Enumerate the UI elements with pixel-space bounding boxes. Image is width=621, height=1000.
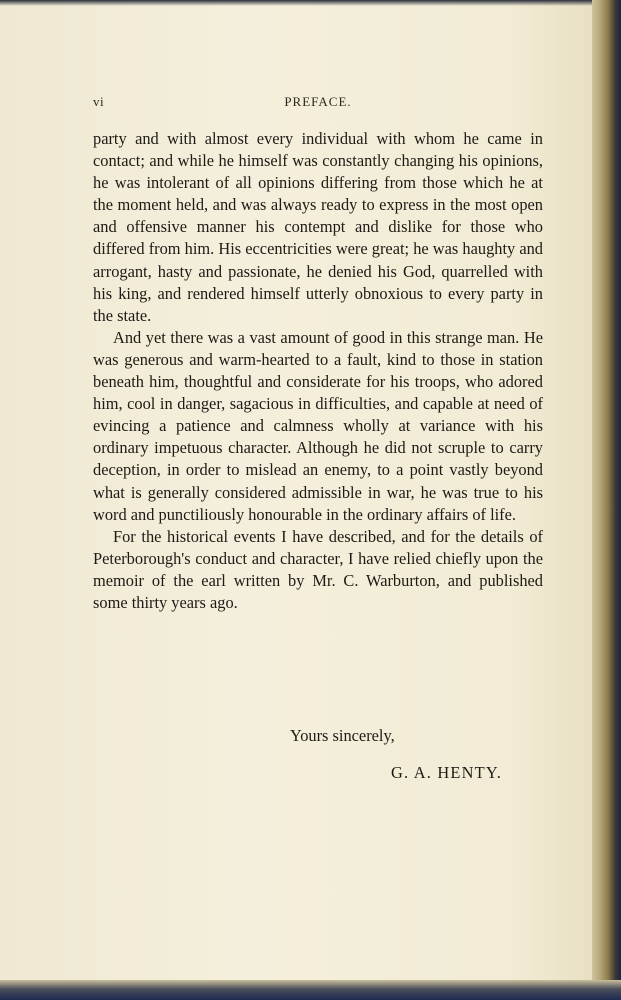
page-top-shadow xyxy=(0,0,598,6)
paragraph-3: For the historical events I have described, and for the details of Peterborough's conduct and character, I have relied chiefly upon the memoir of the earl written by Mr. C. Warburton, and published some thirty years ago. xyxy=(93,526,543,612)
page-number: vi xyxy=(93,94,105,109)
book-cover-edge-right xyxy=(592,0,621,1000)
running-head xyxy=(93,94,543,114)
paragraph-2: And yet there was a vast amount of good in this strange man. He was generous and warm-hearted to a fault, kind to those in station beneath him, thoughtful and considerate for his troops, who adored him, cool in danger, sagacious in difficulties, and capable at need of evincing a patience and calmness wholly at variance with his ordinary impetuous character. Although he did not scruple to carry deception, in order to mislead an enemy, to a point vastly beyond what is generally considered admissible in war, he was true to his word and punctiliously honourable in the ordinary affairs of life. xyxy=(93,327,543,524)
paragraph-1: party and with almost every individual with whom he came in contact; and while he himself was constantly changing his opinions, he was intolerant of all opinions differing from those which he at the moment held, and was always ready to express in the most open and offensive manner his contempt and dislike for those who differed from him. His eccentricities were great; he was haughty and arrogant, hasty and passionate, he denied his God, quarrelled with his king, and rendered himself utterly obnoxious to every party in the state. xyxy=(93,129,543,325)
section-title: PREFACE. xyxy=(284,94,352,109)
author-signature: G. A. HENTY. xyxy=(391,763,503,782)
valediction: Yours sincerely, xyxy=(290,726,395,745)
book-cover-edge-bottom xyxy=(0,980,621,1000)
preface-body xyxy=(93,128,543,614)
